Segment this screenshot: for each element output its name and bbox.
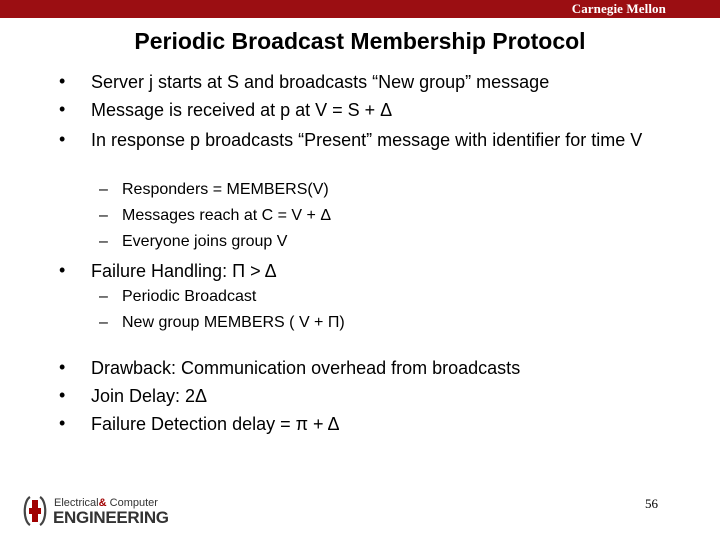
sub-bullet-text: Everyone joins group V xyxy=(122,233,288,250)
sub-bullet-text: New group MEMBERS ( V + Π) xyxy=(122,314,345,331)
bullet-marker: • xyxy=(59,357,66,377)
logo-text-top: Electrical& Computer xyxy=(54,497,158,509)
sub-bullet-marker: – xyxy=(99,207,108,224)
sub-bullet-marker: – xyxy=(99,181,108,198)
sub-bullet-text: Messages reach at C = V + Δ xyxy=(122,207,332,224)
bullet-marker: • xyxy=(59,129,66,149)
sub-bullet-marker: – xyxy=(99,233,108,250)
sub-bullet-marker: – xyxy=(99,314,108,331)
carnegie-mellon-brand: Carnegie Mellon xyxy=(571,1,666,16)
bullet-text: Message is received at p at V = S + Δ xyxy=(91,100,393,120)
bullet-text: Server j starts at S and broadcasts “New group” message xyxy=(91,72,550,92)
bullet-text: Drawback: Communication overhead from broadcasts xyxy=(91,358,521,378)
header-bar xyxy=(0,0,720,18)
page-number: 56 xyxy=(645,496,658,511)
bullet-text: In response p broadcasts “Present” message with identifier for time V xyxy=(91,130,643,150)
bullet-marker: • xyxy=(59,413,66,433)
bullet-text: Failure Handling: Π > Δ xyxy=(91,261,277,281)
bullet-text: Failure Detection delay = π + Δ xyxy=(91,414,340,434)
bullet-marker: • xyxy=(59,260,66,280)
slide-title: Periodic Broadcast Membership Protocol xyxy=(134,28,586,54)
sub-bullet-marker: – xyxy=(99,288,108,305)
bullet-marker: • xyxy=(59,99,66,119)
bullet-marker: • xyxy=(59,385,66,405)
sub-bullet-text: Responders = MEMBERS(V) xyxy=(122,181,329,198)
bullet-marker: • xyxy=(59,71,66,91)
logo-text-engineering: ENGINEERING xyxy=(53,508,169,527)
bullet-text: Join Delay: 2Δ xyxy=(91,386,208,406)
sub-bullet-text: Periodic Broadcast xyxy=(122,288,257,305)
ece-emblem-icon xyxy=(20,494,50,528)
ece-logo xyxy=(20,494,170,530)
